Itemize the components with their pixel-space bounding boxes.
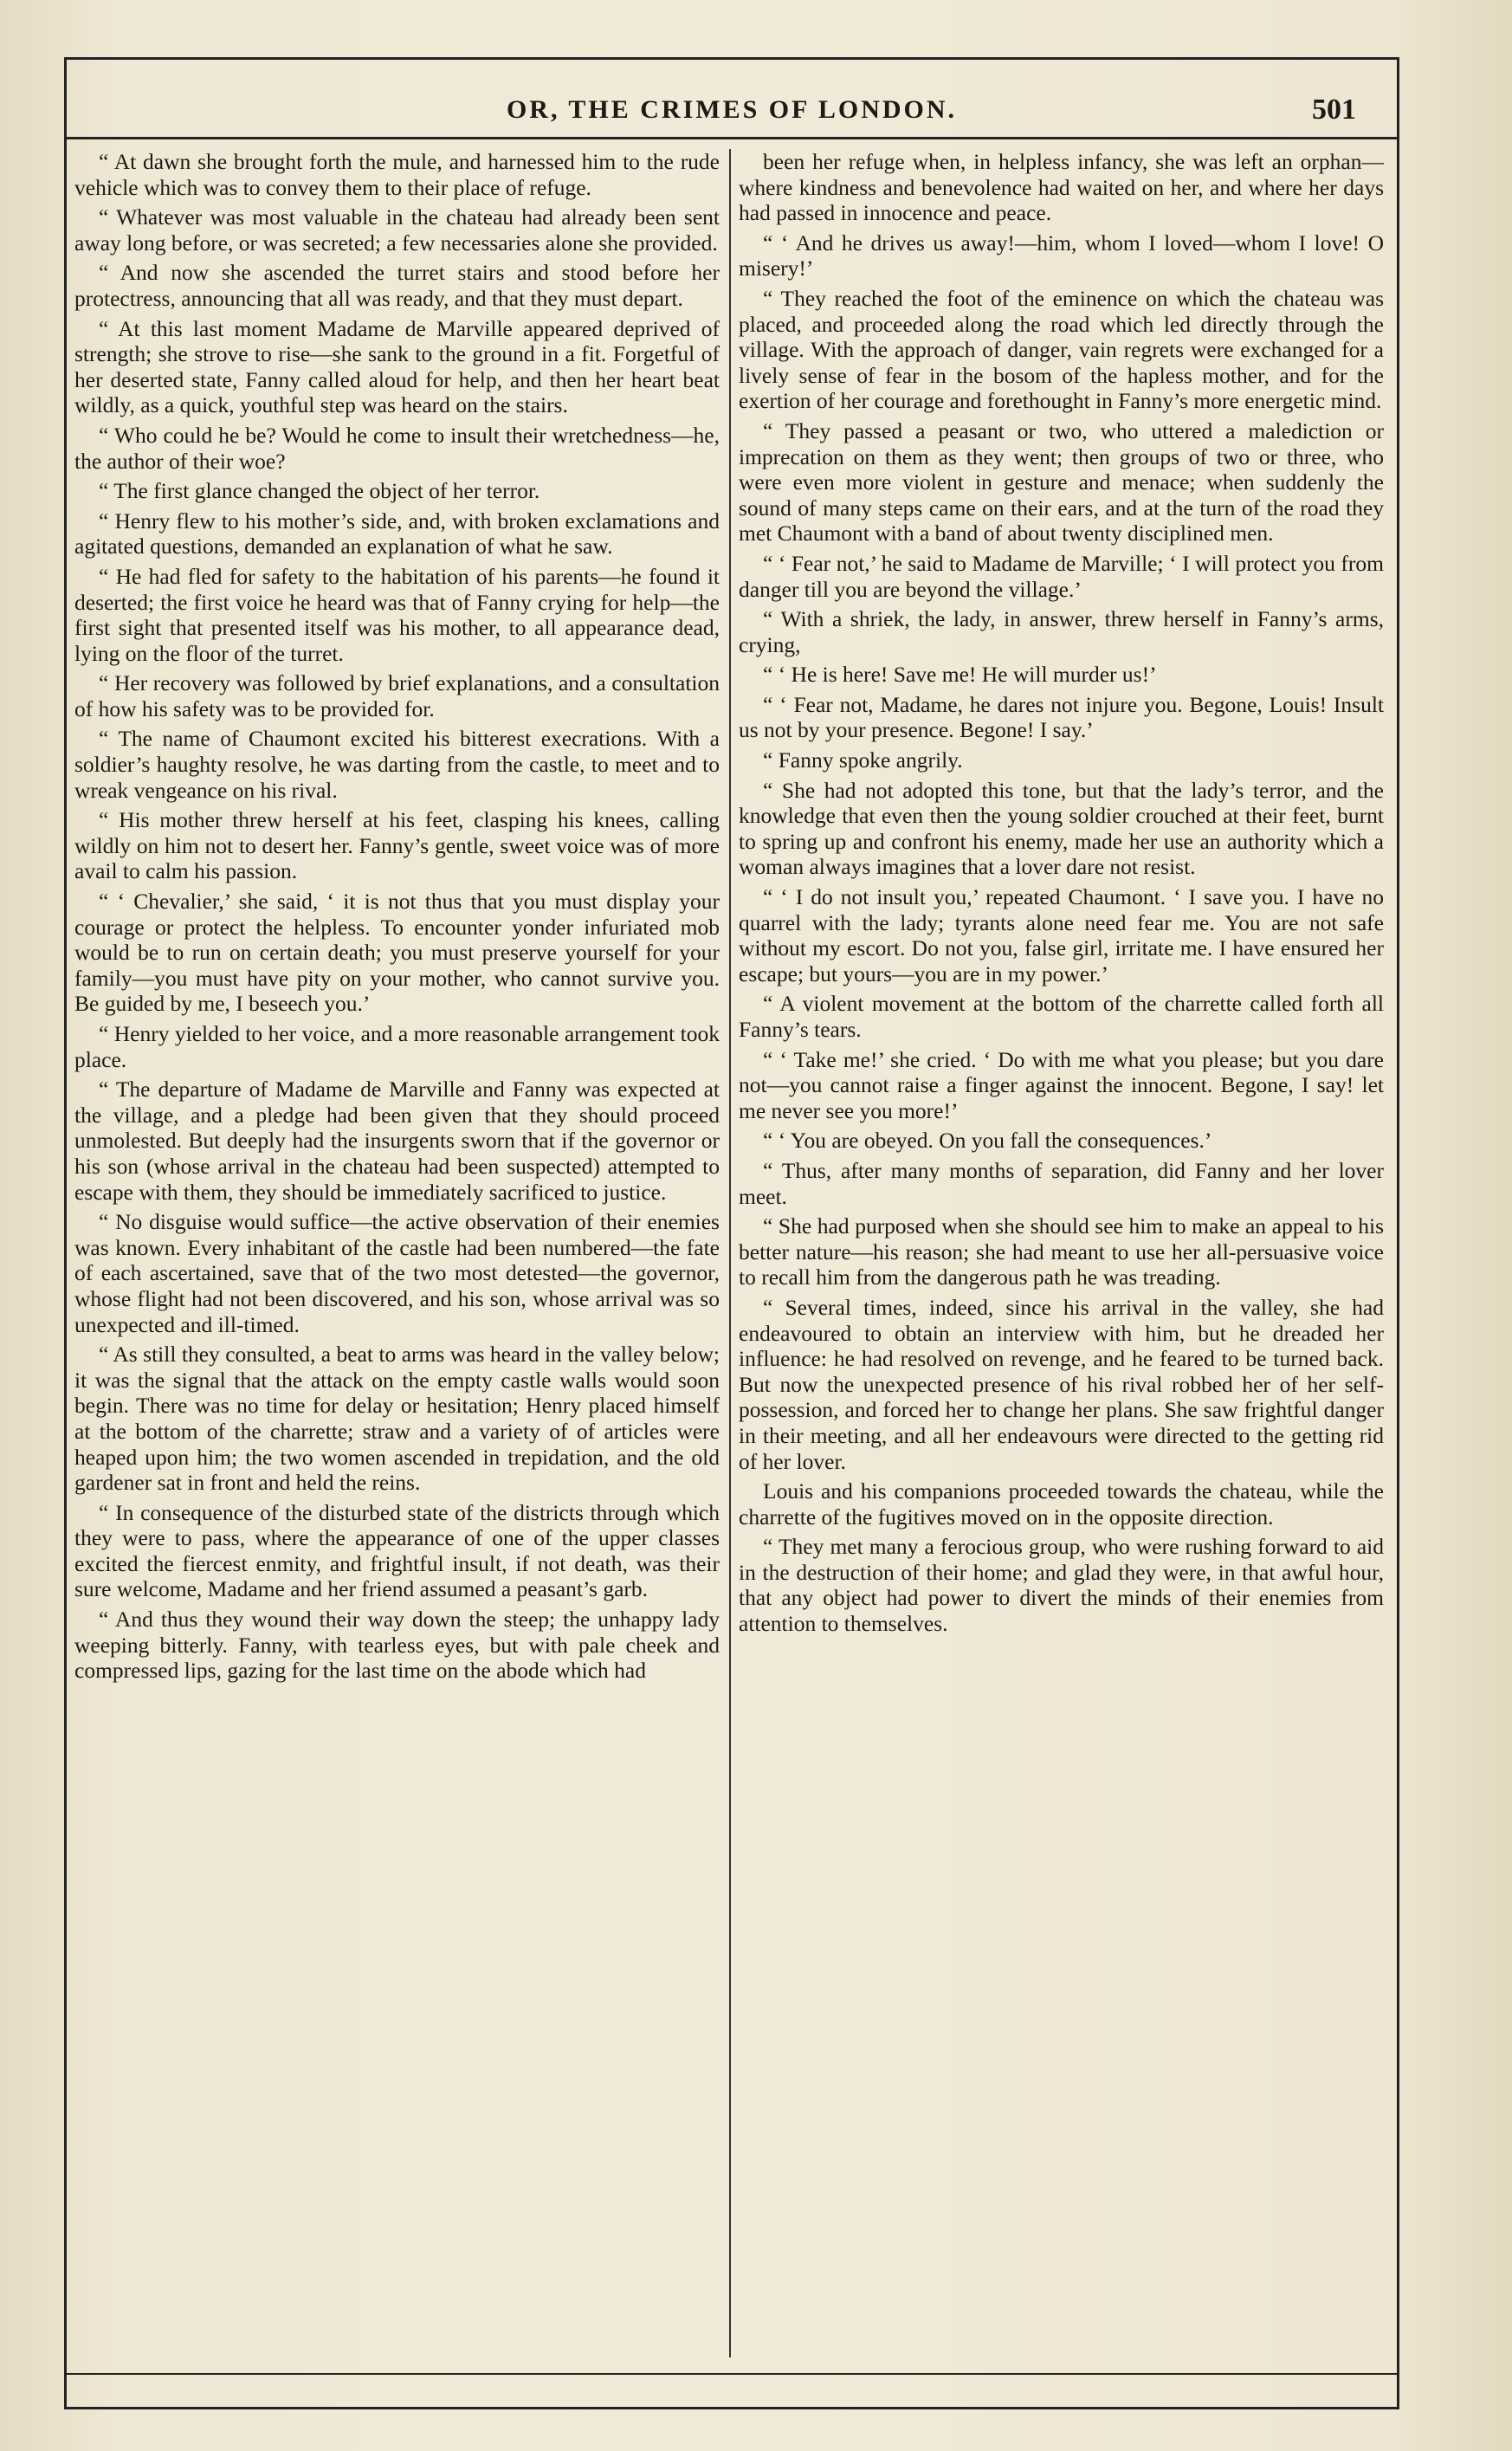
bottom-rule [64,2373,1399,2375]
paragraph: “ The name of Chaumont excited his bitterest execrations. With a soldier’s haughty resolve, he was darting from the castle, to meet and to wreak vengeance on his rival. [74,726,720,803]
paragraph: “ He had fled for safety to the habitation of his parents—he found it deserted; the first voice he heard was that of Fanny crying for help—the first sight that presented itself was his mother, to all appearance dead, lying on the floor of the turret. [74,563,720,666]
paragraph: “ With a shriek, the lady, in answer, threw herself in Fanny’s arms, crying, [739,606,1384,657]
column-divider [729,149,731,2357]
paragraph: “ ‘ Fear not, Madame, he dares not injure you. Begone, Louis! Insult us not by your presence. Begone! I say.’ [739,691,1384,743]
paragraph: “ At dawn she brought forth the mule, and harnessed him to the rude vehicle which was to convey them to their place of refuge. [74,149,720,200]
paragraph: “ They passed a peasant or two, who uttered a malediction or imprecation on them as they went; then groups of two or three, who were even more violent in gesture and menace; when suddenly the sound of many steps came on their ears, and at the turn of the road they met Chaumont with a band of about twenty disciplined men. [739,417,1384,546]
paragraph: “ Several times, indeed, since his arrival in the valley, she had endeavoured to obtain an interview with him, but he dreaded her influence: he had resolved on revenge, and he feared to be turned back. But now the unexpected presence of his rival robbed her of her self-possession, and forced her to change her plans. She saw frightful danger in their meeting, and all her endeavours were directed to the getting rid of her lover. [739,1294,1384,1474]
paragraph: “ In consequence of the disturbed state of the districts through which they were to pass, where the appearance of one of the upper classes excited the fiercest enmity, and frightful insult, if not death, was their sure welcome, Madame and her friend assumed a peasant’s garb. [74,1499,720,1602]
paragraph: “ ‘ I do not insult you,’ repeated Chaumont. ‘ I save you. I have no quarrel with the lady; tyrants alone need fear me. You are not safe without my escort. Do not you, false girl, irritate me. I have ensured her escape; but yours—you are in my power.’ [739,884,1384,986]
paragraph: “ They reached the foot of the eminence on which the chateau was placed, and proceeded along the road which led directly through the village. With the approach of danger, vain regrets were exchanged for a lively sense of fear in the bosom of the hapless mother, and for the exertion of her courage and forethought in Fanny’s more energetic mind. [739,285,1384,414]
paragraph: “ ‘ And he drives us away!—him, whom I loved—whom I love! O misery!’ [739,230,1384,281]
paragraph: “ The first glance changed the object of her terror. [99,478,540,504]
paragraph: “ Who could he be? Would he come to insult their wretchedness—he, the author of their woe? [74,422,720,474]
paragraph: “ She had not adopted this tone, but that the lady’s terror, and the knowledge that even then the young soldier crouched at their feet, burnt to spring up and confront his enemy, made her use an authority which a woman always imagines that a lover dare not resist. [739,777,1384,880]
paragraph: “ ‘ Fear not,’ he said to Madame de Marville; ‘ I will protect you from danger till you are beyond the village.’ [739,550,1384,602]
paragraph: “ ‘ Take me!’ she cried. ‘ Do with me what you please; but you dare not—you cannot raise a finger against the innocent. Begone, I say! let me never see you more!’ [739,1046,1384,1123]
page-header [64,87,1399,139]
paragraph: “ And thus they wound their way down the steep; the unhappy lady weeping bitterly. Fanny, with tearless eyes, but with pale cheek and compressed lips, gazing for the last time on the abode which had [74,1607,720,1684]
right-column [739,149,1384,1641]
paragraph: “ She had purposed when she should see him to make an appeal to his better nature—his reason; she had meant to use her all-persuasive voice to recall him from the dangerous path he was treading. [739,1213,1384,1290]
paragraph: Louis and his companions proceeded towards the chateau, while the charrette of the fugitives moved on in the opposite direction. [739,1478,1384,1529]
paragraph: “ ‘ You are obeyed. On you fall the consequences.’ [763,1128,1212,1154]
paragraph: “ The departure of Madame de Marville and Fanny was expected at the village, and a pledge had been given that they should proceed unmolested. But deeply had the insurgents sworn that if the governor or his son (whose arrival in the chateau had been suspected) attempted to escape with them, they should be immediately sacrificed to justice. [74,1077,720,1205]
paragraph: “ Henry flew to his mother’s side, and, with broken exclamations and agitated questions, demanded an explanation of what he saw. [74,508,720,559]
paragraph: “ Henry yielded to her voice, and a more reasonable arrangement took place. [74,1021,720,1072]
running-title: OR, THE CRIMES OF LONDON. [506,95,958,124]
paragraph: “ At this last moment Madame de Marville appeared deprived of strength; she strove to rise—she sank to the ground in a fit. Forgetful of her deserted state, Fanny called aloud for help, and then her heart beat wildly, as a quick, youthful step was heard on the stairs. [74,315,720,418]
paragraph: “ Thus, after many months of separation, did Fanny and her lover meet. [739,1157,1384,1209]
paragraph: “ Whatever was most valuable in the chateau had already been sent away long before, or was secreted; a few necessaries alone she provided. [74,204,720,255]
header-rule [64,137,1399,139]
paragraph: been her refuge when, in helpless infancy, she was left an orphan—where kindness and benevolence had waited on her, and where her days had passed in innocence and peace. [739,149,1384,226]
paragraph: “ His mother threw herself at his feet, clasping his knees, calling wildly on him not to desert her. Fanny’s gentle, sweet voice was of more avail to calm his passion. [74,807,720,884]
paragraph: “ ‘ Chevalier,’ she said, ‘ it is not thus that you must display your courage or protect the helpless. To encounter yonder infuriated mob would be to run on certain death; you must preserve yourself for your family—you must have pity on your mother, who cannot survive you. Be guided by me, I beseech you.’ [74,889,720,1017]
paragraph: “ A violent movement at the bottom of the charrette called forth all Fanny’s tears. [739,991,1384,1042]
paragraph: “ ‘ He is here! Save me! He will murder us!’ [763,662,1157,688]
paragraph: “ No disguise would suffice—the active observation of their enemies was known. Every inhabitant of the castle had been numbered—the fate of each ascertained, save that of the two most detested—the governor, whose flight had not been discovered, and his son, whose arrival was so unexpected and ill-timed. [74,1209,720,1337]
paragraph: “ As still they consulted, a beat to arms was heard in the valley below; it was the signal that the attack on the empty castle walls would soon begin. There was no time for delay or hesitation; Henry placed himself at the bottom of the charrette; straw and a variety of of articles were heaped upon him; the two women ascended in trepidation, and the old gardener sat in front and held the reins. [74,1342,720,1496]
left-column [74,149,720,1688]
paragraph: “ They met many a ferocious group, who were rushing forward to aid in the destruction of their home; and glad they were, in that awful hour, that any object had power to divert the minds of their enemies from attention to themselves. [739,1534,1384,1637]
paragraph: “ And now she ascended the turret stairs and stood before her protectress, announcing that all was ready, and that they must depart. [74,260,720,311]
paragraph: “ Fanny spoke angrily. [763,747,963,773]
page-number: 501 [1312,94,1356,126]
paragraph: “ Her recovery was followed by brief explanations, and a consultation of how his safety was to be provided for. [74,670,720,721]
